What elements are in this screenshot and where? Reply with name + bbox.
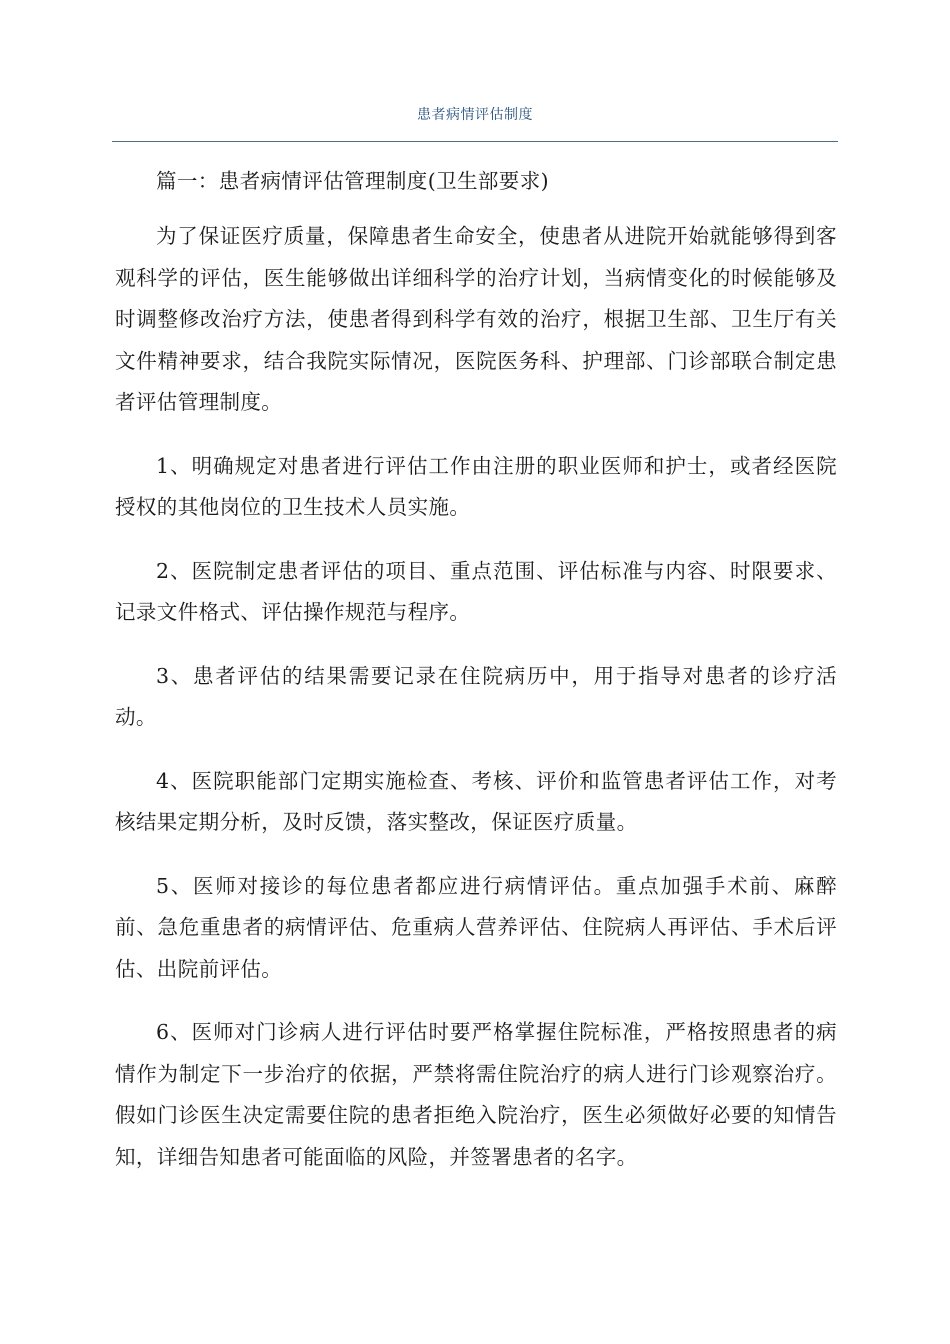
document-body [115, 166, 837, 1200]
rule-item-5: 5、医师对接诊的每位患者都应进行病情评估。重点加强手术前、麻醉前、急危重患者的病情评估、危重病人营养评估、住院病人再评估、手术后评估、出院前评估。 [115, 873, 837, 981]
section-heading: 篇一：患者病情评估管理制度(卫生部要求) [156, 169, 549, 193]
header-divider [112, 141, 838, 142]
rule-item-2: 2、医院制定患者评估的项目、重点范围、评估标准与内容、时限要求、记录文件格式、评估操作规范与程序。 [115, 558, 837, 624]
rule-item-4: 4、医院职能部门定期实施检查、考核、评价和监管患者评估工作，对考核结果定期分析，及时反馈，落实整改，保证医疗质量。 [115, 768, 837, 834]
rule-item-3: 3、患者评估的结果需要记录在住院病历中，用于指导对患者的诊疗活动。 [115, 663, 837, 729]
rule-item-1: 1、明确规定对患者进行评估工作由注册的职业医师和护士，或者经医院授权的其他岗位的卫生技术人员实施。 [115, 453, 837, 519]
rule-item-6: 6、医师对门诊病人进行评估时要严格掌握住院标准，严格按照患者的病情作为制定下一步治疗的依据，严禁将需住院治疗的病人进行门诊观察治疗。假如门诊医生决定需要住院的患者拒绝入院治疗，医生必须做好必要的知情告知，详细告知患者可能面临的风险，并签署患者的名字。 [115, 1020, 837, 1169]
intro-paragraph: 为了保证医疗质量，保障患者生命安全，使患者从进院开始就能够得到客观科学的评估，医生能够做出详细科学的治疗计划，当病情变化的时候能够及时调整修改治疗方法，使患者得到科学有效的治疗，根据卫生部、卫生厅有关文件精神要求，结合我院实际情况，医院医务科、护理部、门诊部联合制定患者评估管理制度。 [115, 224, 837, 414]
page-header-title: 患者病情评估制度 [417, 107, 533, 123]
